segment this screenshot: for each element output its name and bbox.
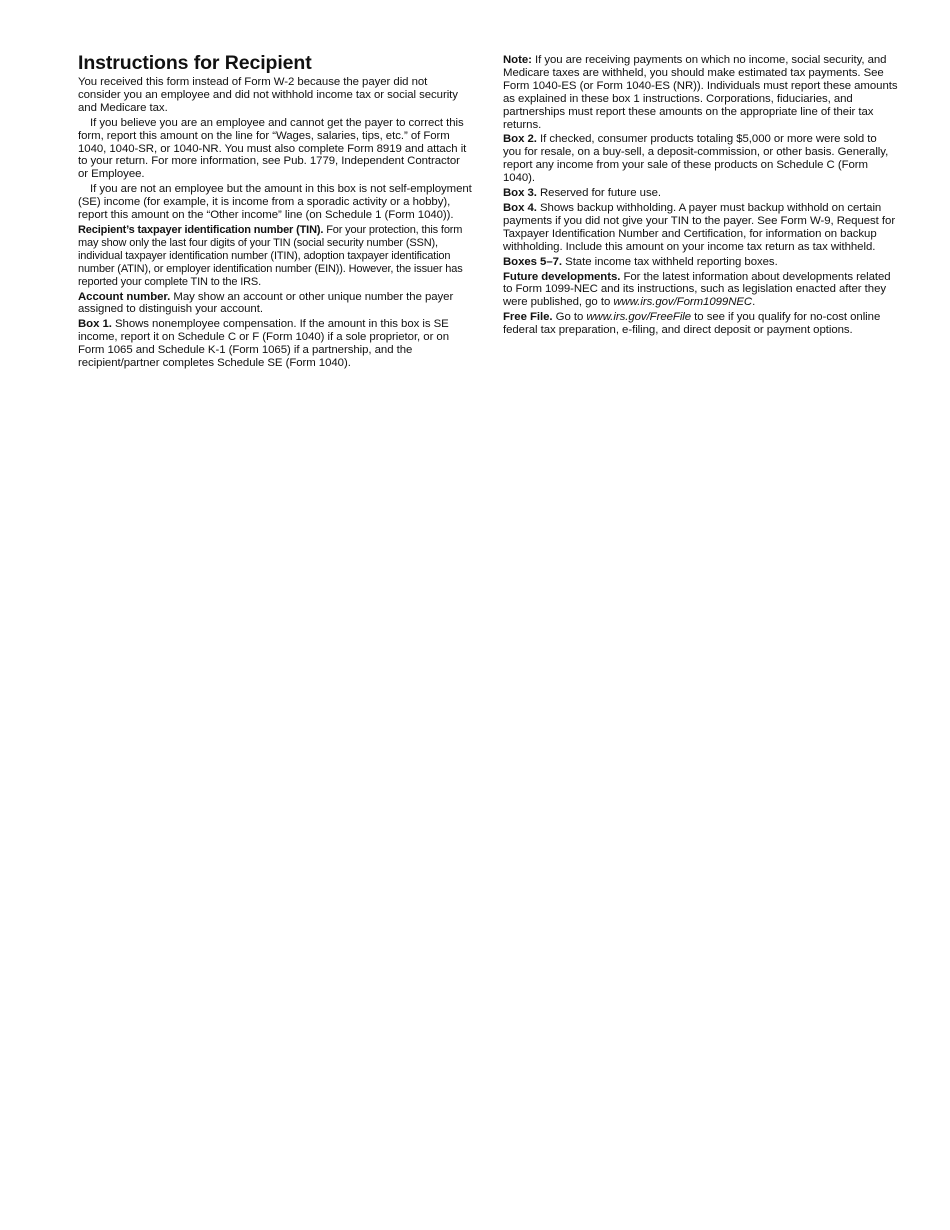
free-file-heading: Free File. [503, 311, 553, 324]
box4-heading: Box 4. [503, 201, 537, 214]
box2-text: If checked, consumer products totaling $5,000 or more were sold to you for resale, on a buy-sell, a deposit-commission, or other basis. Generally, report any income from your sale of these products on Schedule C (Form 1040). [503, 133, 889, 185]
box3-heading: Box 3. [503, 187, 537, 200]
box2-heading: Box 2. [503, 133, 537, 146]
not-employee-paragraph: If you are not an employee but the amount in this box is not self-employment (SE) income (for example, it is income from a sporadic activity or a hobby), report this amount on the “Other income” line (on Schedule 1 (Form 1040)). [78, 183, 472, 222]
boxes5-7-heading: Boxes 5–7. [503, 255, 563, 268]
future-developments-text: For the latest information about developments related to Form 1099-NEC and its instructions, such as legislation enacted after they were published, go to [503, 270, 891, 309]
boxes5-7-paragraph [503, 256, 898, 269]
boxes5-7-text: State income tax withheld reporting boxes. [562, 255, 778, 268]
note-paragraph [503, 54, 898, 131]
box3-paragraph [503, 187, 898, 200]
box4-paragraph [503, 202, 898, 254]
free-file-text: to see if you qualify for no-cost online federal tax preparation, e-filing, and direct deposit or payment options. [503, 311, 881, 337]
account-text: May show an account or other unique number the payer assigned to distinguish your account. [78, 290, 454, 316]
left-column [78, 52, 472, 372]
box1-text: Shows nonemployee compensation. If the amount in this box is SE income, report it on Schedule C or F (Form 1040) if a sole proprietor, or on Form 1065 and Schedule K-1 (Form 1065) if a partnership, and the recipient/partner completes Schedule SE (Form 1040). [78, 318, 449, 370]
tin-paragraph [78, 224, 472, 289]
future-developments-heading: Future developments. [503, 270, 621, 283]
right-column [503, 54, 898, 339]
form1099nec-link[interactable]: www.irs.gov/Form1099NEC [613, 296, 753, 309]
box4-text: Shows backup withholding. A payer must backup withhold on certain payments if you did not give your TIN to the payer. See Form W-9, Request for Taxpayer Identification Number and Certification, for information on backup withholding. Include this amount on your income tax return as tax withheld. [503, 201, 896, 253]
account-paragraph [78, 291, 472, 317]
box3-text: Reserved for future use. [536, 187, 661, 200]
employee-paragraph: If you believe you are an employee and cannot get the payer to correct this form, report this amount on the line for “Wages, salaries, tips, etc.” of Form 1040, 1040-SR, or 1040-NR. You must also complete Form 8919 and attach it to your return. For more information, see Pub. 1779, Independent Contractor or Employee. [78, 116, 467, 181]
future-developments-paragraph [503, 271, 898, 310]
future-developments-end: . [752, 296, 756, 309]
page-title: Instructions for Recipient [78, 52, 312, 74]
note-heading: Note: [503, 54, 532, 66]
intro-paragraph: You received this form instead of Form W-2 because the payer did not consider you an employee and did not withhold income tax or social security and Medicare tax. [78, 76, 458, 114]
note-text: If you are receiving payments on which no income, social security, and Medicare taxes are withheld, you should make estimated tax payments. See Form 1040-ES (or Form 1040-ES (NR)). Individuals must report these amounts as explained in these box 1 instructions. Corporations, fiduciaries, and partnerships must report these amounts on the appropriate line of their tax returns. [503, 54, 898, 131]
tin-heading: Recipient’s taxpayer identification number (TIN). [78, 223, 324, 236]
free-file-pre: Go to [552, 311, 587, 324]
account-heading: Account number. [78, 290, 171, 303]
freefile-link[interactable]: www.irs.gov/FreeFile [586, 311, 692, 324]
box1-heading: Box 1. [78, 318, 112, 331]
box2-paragraph [503, 133, 898, 185]
tin-text: For your protection, this form may show only the last four digits of your TIN (social security number (SSN), individual taxpayer identification number (ITIN), adoption taxpayer identification number (ATIN), or employer identification number (EIN)). However, the issuer has reported your complete TIN to the IRS. [78, 223, 463, 288]
box1-paragraph [78, 318, 472, 370]
free-file-paragraph [503, 311, 898, 337]
